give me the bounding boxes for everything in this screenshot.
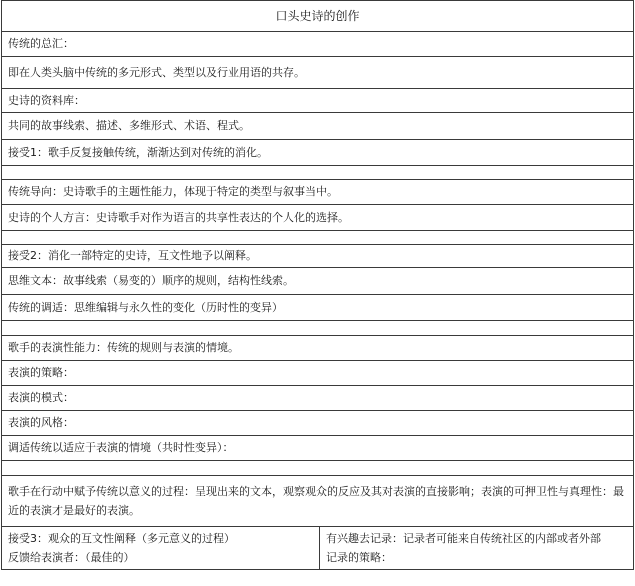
row-synchronic-variation: 调适传统以适应于表演的情境（共时性变异）： [2,436,634,461]
row-mental-text: 思维文本：故事线索（易变的）顺序的规则，结构性线索。 [2,268,634,295]
row-tradition-summary: 传统的总汇： [2,32,634,57]
row-performance-style: 表演的风格： [2,411,634,436]
cell-reception-3 [2,527,320,570]
recording-line-1: 有兴趣去记录：记录者可能来自传统社区的内部或者外部 [326,532,601,545]
row-tradition-summary-desc: 即在人类头脑中传统的多元形式、类型以及行业用语的共存。 [2,57,634,89]
row-tradition-adaptation: 传统的调适：思维编辑与永久性的变化（历时性的变异） [2,295,634,321]
row-performance-strategy: 表演的策略： [2,361,634,386]
row-spacer [2,461,634,476]
row-epic-repository-desc: 共同的故事线索、描述、多维形式、术语、程式。 [2,113,634,140]
reception-3-line-1: 接受3：观众的互文性阐释（多元意义的过程） [8,532,235,545]
cell-recording [320,527,634,570]
oral-epic-table [1,0,634,570]
reception-3-line-2: 反馈给表演者：（最佳的） [8,551,135,564]
row-spacer [2,231,634,245]
row-performance-mode: 表演的模式： [2,386,634,411]
row-tradition-orientation: 传统导向：史诗歌手的主题性能力，体现于特定的类型与叙事当中。 [2,180,634,205]
row-spacer [2,321,634,336]
row-epic-repository: 史诗的资料库： [2,89,634,113]
row-reception-2: 接受2：消化一部特定的史诗，互文性地予以阐释。 [2,245,634,268]
row-reception-1: 接受1：歌手反复接触传统，渐渐达到对传统的消化。 [2,140,634,166]
table-title: 口头史诗的创作 [2,1,634,32]
row-performance-ability: 歌手的表演性能力：传统的规则与表演的情境。 [2,336,634,361]
recording-line-2: 记录的策略： [326,551,392,564]
row-personal-idiom: 史诗的个人方言：史诗歌手对作为语言的共享性表达的个人化的选择。 [2,205,634,231]
row-spacer [2,166,634,180]
row-meaning-process: 歌手在行动中赋予传统以意义的过程：呈现出来的文本，观察观众的反应及其对表演的直接影响；表演的可押卫性与真理性：最近的表演才是最好的表演。 [2,476,634,527]
